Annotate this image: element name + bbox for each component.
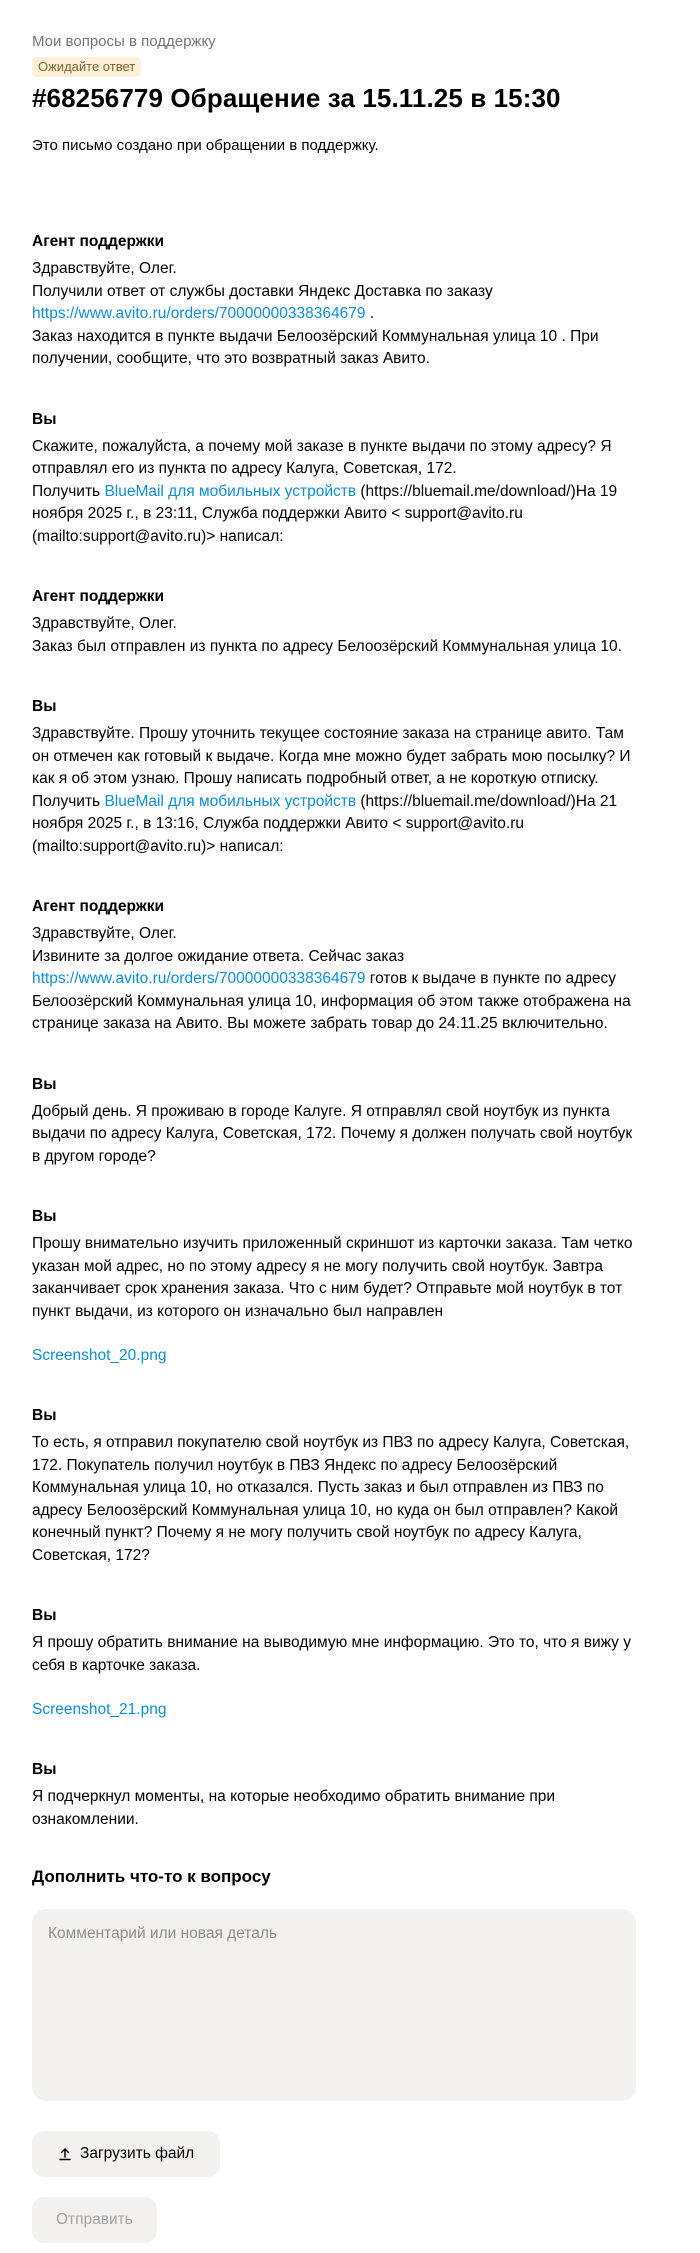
message-author: Вы bbox=[32, 1208, 57, 1225]
message-body bbox=[32, 1233, 636, 1323]
message-body bbox=[32, 723, 636, 858]
message-author: Вы bbox=[32, 1075, 57, 1093]
message-text: Здравствуйте. Прошу уточнить текущее состояние заказа на странице авито. Там он отмечен как готовый к выдаче. Когда мне можно будет забрать мою посылку? И как я об этом узнаю. Прошу написать подробный ответ, а не короткую отписку. bbox=[32, 725, 631, 787]
message-author: Вы bbox=[32, 698, 57, 715]
message-user bbox=[32, 409, 636, 549]
quote-prefix: Получить bbox=[32, 482, 105, 500]
message-thread bbox=[32, 231, 636, 1831]
message-user bbox=[32, 1605, 636, 1721]
message-text: То есть, я отправил покупателю свой ноутбук из ПВЗ по адресу Калуга, Советская, 172. Покупатель получил ноутбук в ПВЗ Яндекс по адресу Белоозёрский Коммунальная улица 10, но отказался. Пусть заказ и был отправлен из ПВЗ по адресу Белоозёрский Коммунальная улица 10, но куда он был отправлен? Какой конечный пункт? Почему я не могу получить свой ноутбук по адресу Калуга, Советская, 172? bbox=[32, 1434, 630, 1564]
message-text: Заказ был отправлен из пункта по адресу Белоозёрский Коммунальная улица 10. bbox=[32, 637, 622, 655]
message-text: Заказ находится в пункте выдачи Белоозёрский Коммунальная улица 10 . При получении, сообщите, что это возвратный заказ Авито. bbox=[32, 327, 599, 367]
bluemail-link[interactable]: BlueMail для мобильных устройств bbox=[104, 792, 357, 810]
message-text-part: . bbox=[365, 305, 375, 322]
upload-file-label: Загрузить файл bbox=[80, 2145, 195, 2162]
message-text bbox=[32, 946, 636, 1036]
message-greeting: Здравствуйте, Олег. bbox=[32, 615, 177, 632]
message-text: Скажите, пожалуйста, а почему мой заказе в пункте выдачи по этому адресу? Я отправлял его из пункта по адресу Калуга, Советская, 172. bbox=[32, 437, 612, 477]
message-body bbox=[32, 1101, 636, 1169]
upload-icon bbox=[58, 2147, 72, 2161]
message-body bbox=[32, 923, 636, 1036]
message-author: Агент поддержки bbox=[32, 898, 164, 915]
attachment bbox=[32, 1699, 636, 1721]
message-body bbox=[32, 1786, 636, 1831]
upload-file-button[interactable] bbox=[32, 2131, 220, 2177]
message-body bbox=[32, 1632, 636, 1677]
message-author: Агент поддержки bbox=[32, 588, 164, 605]
message-text-part: Получили ответ от службы доставки Яндекс Доставка по заказу bbox=[32, 282, 493, 300]
message-user bbox=[32, 1206, 636, 1367]
message-body bbox=[32, 436, 636, 549]
page-title: #68256779 Обращение за 15.11.25 в 15:30 bbox=[32, 83, 561, 113]
message-author: Агент поддержки bbox=[32, 233, 164, 250]
message-user bbox=[32, 1074, 636, 1169]
message-text-part: Извините за долгое ожидание ответа. Сейчас заказ bbox=[32, 947, 405, 965]
message-text: Добрый день. Я проживаю в городе Калуге. Я отправлял свой ноутбук из пункта выдачи по адресу Калуга, Советская, 172. Почему я должен получать свой ноутбук в другом городе? bbox=[32, 1102, 633, 1165]
followup-section bbox=[32, 1865, 636, 2243]
attachment-link[interactable]: Screenshot_20.png bbox=[32, 1347, 167, 1364]
attachment-link[interactable]: Screenshot_21.png bbox=[32, 1701, 167, 1718]
message-user bbox=[32, 696, 636, 858]
message-author: Вы bbox=[32, 1761, 57, 1778]
message-text-part: готов к выдаче в пункте по адресу Белоозёрский Коммунальная улица 10, информация об этом также отображена на странице заказа на Авито. Вы можете забрать товар до 24.11.25 включительно. bbox=[32, 970, 631, 1032]
message-text bbox=[32, 281, 636, 326]
message-author: Вы bbox=[32, 410, 57, 428]
message-support-agent bbox=[32, 896, 636, 1036]
comment-input[interactable] bbox=[32, 1909, 636, 2101]
order-link[interactable]: https://www.avito.ru/orders/70000000338364679 bbox=[32, 970, 366, 987]
bluemail-link[interactable]: BlueMail для мобильных устройств bbox=[104, 482, 357, 500]
message-body bbox=[32, 1432, 636, 1567]
message-greeting: Здравствуйте, Олег. bbox=[32, 260, 177, 277]
message-text: Прошу внимательно изучить приложенный скриншот из карточки заказа. Там четко указан мой адрес, но по этому адресу я не могу получить свой ноутбук. Завтра заканчивает срок хранения заказа. Что с ним будет? Отправьте мой ноутбук в тот пункт выдачи, из которого он изначально был направлен bbox=[32, 1235, 633, 1320]
quote-suffix: (https://bluemail.me/download/)На 19 ноября 2025 г., в 23:11, Служба поддержки Авито < support@avito.ru (mailto:support@avito.ru)> написал: bbox=[32, 482, 618, 545]
quote-prefix: Получить bbox=[32, 792, 105, 810]
message-text: Я прошу обратить внимание на выводимую мне информацию. Это то, что я вижу у себя в карточке заказа. bbox=[32, 1634, 631, 1674]
order-link[interactable]: https://www.avito.ru/orders/70000000338364679 bbox=[32, 305, 366, 322]
message-author: Вы bbox=[32, 1407, 57, 1424]
message-greeting: Здравствуйте, Олег. bbox=[32, 925, 177, 942]
message-body bbox=[32, 258, 636, 371]
message-body bbox=[32, 613, 636, 658]
attachment bbox=[32, 1345, 636, 1367]
message-text: Я подчеркнул моменты, на которые необходимо обратить внимание при ознакомлении. bbox=[32, 1788, 556, 1828]
intro-text: Это письмо создано при обращении в поддержку. bbox=[32, 137, 379, 154]
message-support-agent bbox=[32, 586, 636, 658]
message-quote-header bbox=[32, 791, 636, 859]
message-quote-header bbox=[32, 481, 636, 549]
message-author: Вы bbox=[32, 1607, 57, 1624]
message-user bbox=[32, 1759, 636, 1831]
breadcrumb-my-support-questions[interactable]: Мои вопросы в поддержку bbox=[32, 33, 216, 50]
status-badge: Ожидайте ответ bbox=[32, 57, 141, 77]
followup-heading: Дополнить что-то к вопросу bbox=[32, 1867, 271, 1886]
status-row bbox=[32, 57, 636, 77]
quote-suffix: (https://bluemail.me/download/)На 21 ноября 2025 г., в 13:16, Служба поддержки Авито < support@avito.ru (mailto:support@avito.ru)> написал: bbox=[32, 792, 618, 855]
submit-button[interactable]: Отправить bbox=[32, 2197, 157, 2243]
message-user bbox=[32, 1405, 636, 1567]
message-support-agent bbox=[32, 231, 636, 371]
